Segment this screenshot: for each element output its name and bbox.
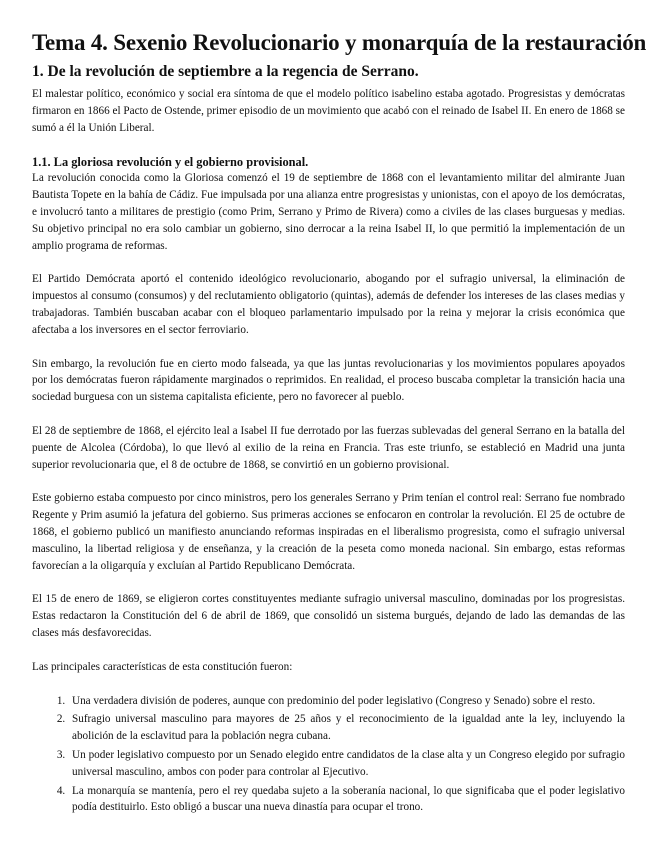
constitution-features-list: [32, 693, 625, 817]
paragraph: La revolución conocida como la Gloriosa comenzó el 19 de septiembre de 1868 con el levantamiento militar del almirante Juan Bautista Topete en la bahía de Cádiz. Fue impulsada por una alianza entre progresistas y unionistas, con el apoyo de los demócratas, e involucró tanto a militares de prestigio (como Prim, Serrano y Primo de Rivera) como a civiles de las clases burguesas y medias. Su objetivo principal no era solo cambiar un gobierno, sino derrocar a la reina Isabel II, lo que permitió la implementación de un amplio programa de reformas.: [32, 172, 625, 252]
subsection-heading-1-1: 1.1. La gloriosa revolución y el gobierno provisional.: [32, 155, 309, 170]
list-item: 2. Sufragio universal masculino para mayores de 25 años y el reconocimiento de la igualdad ante la ley, incluyendo la abolición de la esclavitud para la población negra cubana.: [68, 711, 625, 745]
paragraph: El 15 de enero de 1869, se eligieron cortes constituyentes mediante sufragio universal masculino, dominadas por los progresistas. Estas redactaron la Constitución del 6 de abril de 1869, que consolidó un sistema burgués, dejando de lado las demandas de las clases más desfavorecidas.: [32, 593, 625, 639]
paragraph: El Partido Demócrata aportó el contenido ideológico revolucionario, abogando por el sufragio universal, la eliminación de impuestos al consumo (consumos) y del reclutamiento obligatorio (quintas), además de defender los intereses de las clases medias y trabajadoras. También buscaban acabar con el bloqueo parlamentario impulsado por la reina y mejorar la crisis económica que afectaba a los inversores en el sector ferroviario.: [32, 273, 625, 336]
list-item: 3. Un poder legislativo compuesto por un Senado elegido entre candidatos de la clase alta y un Congreso elegido por sufragio universal masculino, ambos con poder para controlar al Ejecutivo.: [68, 747, 625, 781]
paragraph: El 28 de septiembre de 1868, el ejército leal a Isabel II fue derrotado por las fuerzas sublevadas del general Serrano en la batalla del puente de Alcolea (Córdoba), lo que llevó al exilio de la reina en Francia. Tras este triunfo, se estableció en Madrid una junta superior revolucionaria que, el 8 de octubre de 1868, se convirtió en un gobierno provisional.: [32, 424, 625, 471]
document-title: Tema 4. Sexenio Revolucionario y monarquía de la restauración: [32, 30, 647, 55]
list-item: 4. La monarquía se mantenía, pero el rey quedaba sujeto a la soberanía nacional, lo que significaba que el poder legislativo podía destituirlo. Esto obligó a buscar una nueva dinastía para ocupar el trono.: [68, 783, 625, 817]
section-heading-1: 1. De la revolución de septiembre a la regencia de Serrano.: [32, 63, 419, 80]
list-intro: Las principales características de esta constitución fueron:: [32, 660, 293, 673]
section-1-intro: El malestar político, económico y social era síntoma de que el modelo político isabelino estaba agotado. Progresistas y demócratas firmaron en 1866 el Pacto de Ostende, primer episodio de un movimiento que acabó con el reinado de Isabel II. En enero de 1868 se sumó a él la Unión Liberal.: [32, 88, 625, 134]
paragraph: Sin embargo, la revolución fue en cierto modo falseada, ya que las juntas revolucionarias y los movimientos populares apoyados por los demócratas fueron rápidamente marginados o reprimidos. En realidad, el proceso buscaba completar la transición hacia una sociedad burguesa con un sistema capitalista eficiente, pero no favorecer al pueblo.: [32, 357, 625, 404]
paragraph: Este gobierno estaba compuesto por cinco ministros, pero los generales Serrano y Prim tenían el control real: Serrano fue nombrado Regente y Prim asumió la jefatura del gobierno. Sus primeras acciones se enfocaron en controlar la revolución. El 25 de octubre de 1868, el gobierno publicó un manifiesto anunciando reformas inspiradas en el liberalismo progresista, como el sufragio universal masculino, la libertad religiosa y de enseñanza, y la creación de la peseta como moneda nacional. Sin embargo, estas reformas favorecían a la oligarquía y excluían al Partido Republicano Demócrata.: [32, 492, 625, 572]
list-item: 1. Una verdadera división de poderes, aunque con predominio del poder legislativo (Congreso y Senado) sobre el resto.: [68, 693, 625, 710]
